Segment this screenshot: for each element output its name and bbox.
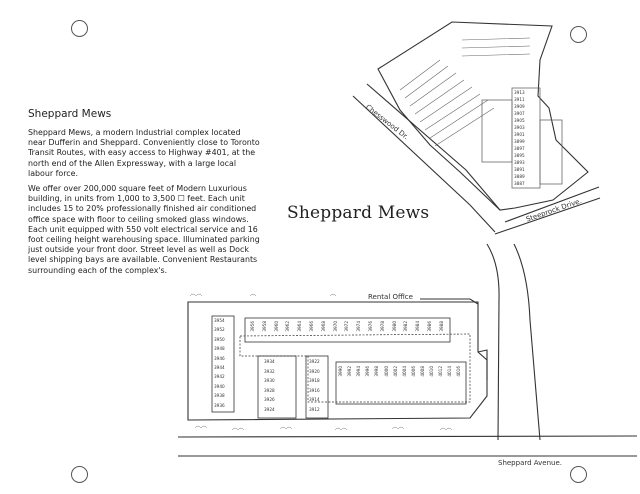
unit-number: 3982 xyxy=(403,321,409,332)
unit-number: 4006 xyxy=(410,366,416,377)
unit-number: 3988 xyxy=(438,321,444,332)
unit-number: 4008 xyxy=(419,366,425,377)
description-heading: Sheppard Mews xyxy=(28,108,112,120)
description-paragraph: Sheppard Mews, a modern Industrial complex located near Dufferin and Sheppard. Conveniently close to Toronto Transit Routes, with easy access to Highway #401, at the north end of the Allen Expressway, with a large local labour force. xyxy=(28,128,260,178)
unit-number: 3992 xyxy=(347,366,353,377)
unit-number: 3899 xyxy=(514,139,525,144)
unit-number: 3962 xyxy=(285,321,291,332)
rental-office-label: Rental Office xyxy=(368,293,413,301)
north-complex xyxy=(378,22,588,210)
unit-number: 3978 xyxy=(379,321,385,332)
unit-number: 3912 xyxy=(309,407,320,412)
unit-number: 3903 xyxy=(514,125,525,130)
unit-number: 3958 xyxy=(261,321,267,332)
unit-number: 4010 xyxy=(429,366,434,377)
unit-number: 3968 xyxy=(320,321,326,332)
unit-number: 3986 xyxy=(427,321,432,332)
unit-number: 3918 xyxy=(309,378,320,384)
offer-paragraph: We offer over 200,000 square feet of Modern Luxurious building, in units from 1,000 to 3,500 ☐ feet. Each unit includes 15 to 20% professionally finished air conditioned office space with floor to ceiling smoked glass windows. Each unit equipped with 550 volt electrical service and 16 foot ceiling height warehousing space. Illuminated parking just outside your front door. Street level as well as Dock level shipping bays are available. Convenient Restaurants surrounding each of the complex's. xyxy=(28,184,260,275)
sheppard-avenue-road xyxy=(178,436,637,456)
unit-number: 3916 xyxy=(309,387,320,393)
unit-number: 3901 xyxy=(514,132,525,137)
unit-number: 3990 xyxy=(338,366,343,377)
unit-number: 3891 xyxy=(514,167,525,172)
unit-number: 4012 xyxy=(438,366,444,377)
unit-number: 3893 xyxy=(514,160,525,165)
unit-number: 3942 xyxy=(214,374,225,380)
unit-number: 3998 xyxy=(374,366,380,377)
unit-number: 4002 xyxy=(392,366,398,377)
unit-number: 3936 xyxy=(214,402,225,408)
unit-number: 3914 xyxy=(309,397,320,403)
unit-number: 3960 xyxy=(273,321,279,332)
unit-number: 3926 xyxy=(264,397,275,403)
chesswood-drive-label: Chesswood Dr. xyxy=(364,103,410,142)
unit-number: 3964 xyxy=(297,321,303,332)
unit-number: 3897 xyxy=(514,146,525,151)
unit-number: 3980 xyxy=(391,321,397,332)
unit-number: 3984 xyxy=(415,321,421,332)
unit-number: 3954 xyxy=(214,318,225,323)
unit-number: 3930 xyxy=(264,378,275,384)
sheppard-avenue-label: Sheppard Avenue. xyxy=(498,459,563,467)
map-title: Sheppard Mews xyxy=(287,203,430,223)
unit-number: 3895 xyxy=(514,153,525,158)
unit-number: 3924 xyxy=(264,407,275,412)
unit-number: 3932 xyxy=(264,368,275,374)
unit-number: 3974 xyxy=(356,321,362,332)
unit-number: 3911 xyxy=(514,97,525,102)
unit-number: 3928 xyxy=(264,387,275,393)
unit-number: 3972 xyxy=(344,321,350,332)
unit-number: 3944 xyxy=(214,365,225,370)
access-road xyxy=(487,244,540,440)
unit-number: 3970 xyxy=(332,321,338,332)
unit-number: 3887 xyxy=(514,181,525,186)
unit-number: 4000 xyxy=(383,366,389,377)
unit-number: 4014 xyxy=(447,366,453,377)
unit-number: 3948 xyxy=(214,346,225,352)
unit-number: 3938 xyxy=(214,393,225,399)
unit-number: 4016 xyxy=(456,366,462,377)
unit-number: 3909 xyxy=(514,104,525,109)
unit-number: 3940 xyxy=(214,383,225,389)
steeprock-drive-label: Steeprock Drive. xyxy=(525,197,583,224)
unit-number: 3905 xyxy=(514,118,525,123)
unit-number: 3956 xyxy=(250,321,255,332)
unit-number: 3976 xyxy=(368,321,373,332)
unit-number: 3946 xyxy=(214,355,225,361)
unit-number: 3996 xyxy=(365,366,371,377)
unit-number: 3934 xyxy=(264,359,275,364)
unit-number: 3950 xyxy=(214,336,225,342)
unit-number: 3966 xyxy=(309,321,314,332)
unit-number: 3907 xyxy=(514,111,525,116)
unit-number: 3952 xyxy=(214,327,225,333)
unit-number: 3889 xyxy=(514,174,525,179)
unit-number: 3994 xyxy=(356,366,362,377)
unit-number: 3913 xyxy=(514,90,525,95)
unit-number: 3920 xyxy=(309,368,320,374)
unit-number: 4004 xyxy=(401,366,407,377)
unit-number: 3922 xyxy=(309,359,320,364)
